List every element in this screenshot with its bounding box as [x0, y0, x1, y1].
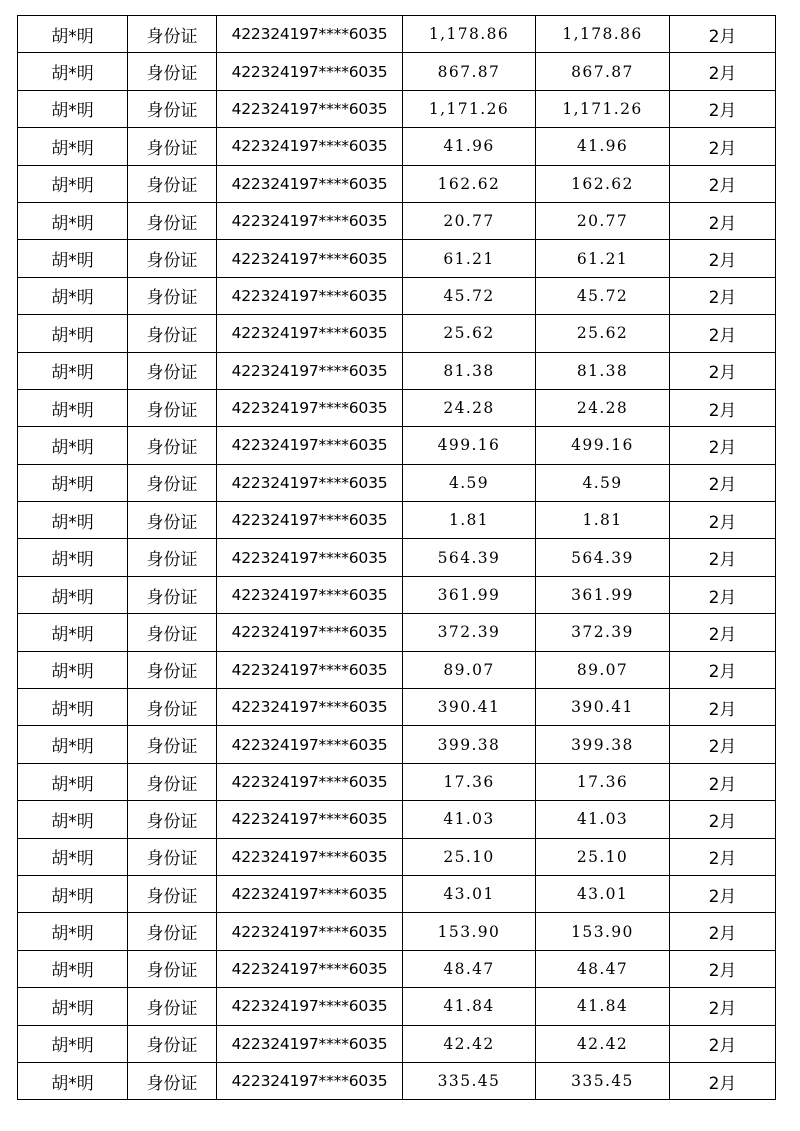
amount-cell: 24.28	[403, 389, 536, 426]
id-number-cell: 422324197****6035	[217, 614, 403, 651]
id-number-cell: 422324197****6035	[217, 427, 403, 464]
table-row	[18, 801, 776, 838]
month-cell: 2月	[670, 53, 776, 90]
id-number-cell: 422324197****6035	[217, 389, 403, 426]
id-number-cell: 422324197****6035	[217, 950, 403, 987]
name-cell: 胡*明	[18, 202, 128, 239]
name-cell: 胡*明	[18, 614, 128, 651]
amount-cell: 89.07	[403, 651, 536, 688]
name-cell: 胡*明	[18, 128, 128, 165]
paid-amount-cell: 361.99	[536, 576, 670, 613]
records-table-body	[18, 16, 776, 1100]
id-number-cell: 422324197****6035	[217, 838, 403, 875]
id-type-cell: 身份证	[128, 240, 217, 277]
month-cell: 2月	[670, 165, 776, 202]
table-row	[18, 1062, 776, 1099]
id-number-cell: 422324197****6035	[217, 277, 403, 314]
id-type-cell: 身份证	[128, 614, 217, 651]
table-row	[18, 165, 776, 202]
id-number-cell: 422324197****6035	[217, 689, 403, 726]
name-cell: 胡*明	[18, 651, 128, 688]
month-cell: 2月	[670, 389, 776, 426]
paid-amount-cell: 499.16	[536, 427, 670, 464]
paid-amount-cell: 564.39	[536, 539, 670, 576]
amount-cell: 41.03	[403, 801, 536, 838]
name-cell: 胡*明	[18, 53, 128, 90]
paid-amount-cell: 41.96	[536, 128, 670, 165]
amount-cell: 399.38	[403, 726, 536, 763]
month-cell: 2月	[670, 16, 776, 53]
amount-cell: 25.10	[403, 838, 536, 875]
id-number-cell: 422324197****6035	[217, 240, 403, 277]
amount-cell: 4.59	[403, 464, 536, 501]
paid-amount-cell: 867.87	[536, 53, 670, 90]
id-type-cell: 身份证	[128, 950, 217, 987]
month-cell: 2月	[670, 1062, 776, 1099]
name-cell: 胡*明	[18, 16, 128, 53]
id-type-cell: 身份证	[128, 689, 217, 726]
records-table	[17, 15, 776, 1100]
paid-amount-cell: 41.84	[536, 988, 670, 1025]
paid-amount-cell: 24.28	[536, 389, 670, 426]
id-type-cell: 身份证	[128, 502, 217, 539]
paid-amount-cell: 45.72	[536, 277, 670, 314]
table-row	[18, 576, 776, 613]
table-row	[18, 53, 776, 90]
id-number-cell: 422324197****6035	[217, 801, 403, 838]
paid-amount-cell: 1,171.26	[536, 90, 670, 127]
id-type-cell: 身份证	[128, 988, 217, 1025]
paid-amount-cell: 42.42	[536, 1025, 670, 1062]
name-cell: 胡*明	[18, 988, 128, 1025]
table-row	[18, 726, 776, 763]
name-cell: 胡*明	[18, 913, 128, 950]
paid-amount-cell: 25.62	[536, 315, 670, 352]
table-row	[18, 651, 776, 688]
table-row	[18, 950, 776, 987]
id-number-cell: 422324197****6035	[217, 165, 403, 202]
month-cell: 2月	[670, 1025, 776, 1062]
id-type-cell: 身份证	[128, 651, 217, 688]
amount-cell: 42.42	[403, 1025, 536, 1062]
table-row	[18, 277, 776, 314]
id-type-cell: 身份证	[128, 165, 217, 202]
id-type-cell: 身份证	[128, 315, 217, 352]
name-cell: 胡*明	[18, 352, 128, 389]
paid-amount-cell: 153.90	[536, 913, 670, 950]
table-row	[18, 875, 776, 912]
month-cell: 2月	[670, 539, 776, 576]
table-row	[18, 128, 776, 165]
id-type-cell: 身份证	[128, 90, 217, 127]
paid-amount-cell: 48.47	[536, 950, 670, 987]
amount-cell: 61.21	[403, 240, 536, 277]
name-cell: 胡*明	[18, 801, 128, 838]
amount-cell: 153.90	[403, 913, 536, 950]
month-cell: 2月	[670, 988, 776, 1025]
id-number-cell: 422324197****6035	[217, 576, 403, 613]
id-type-cell: 身份证	[128, 1025, 217, 1062]
table-row	[18, 913, 776, 950]
amount-cell: 390.41	[403, 689, 536, 726]
id-type-cell: 身份证	[128, 913, 217, 950]
table-row	[18, 16, 776, 53]
paid-amount-cell: 335.45	[536, 1062, 670, 1099]
table-row	[18, 202, 776, 239]
name-cell: 胡*明	[18, 875, 128, 912]
id-number-cell: 422324197****6035	[217, 763, 403, 800]
table-row	[18, 838, 776, 875]
name-cell: 胡*明	[18, 1025, 128, 1062]
paid-amount-cell: 162.62	[536, 165, 670, 202]
month-cell: 2月	[670, 128, 776, 165]
name-cell: 胡*明	[18, 502, 128, 539]
paid-amount-cell: 81.38	[536, 352, 670, 389]
table-row	[18, 502, 776, 539]
month-cell: 2月	[670, 315, 776, 352]
name-cell: 胡*明	[18, 539, 128, 576]
month-cell: 2月	[670, 502, 776, 539]
amount-cell: 45.72	[403, 277, 536, 314]
id-type-cell: 身份证	[128, 464, 217, 501]
table-row	[18, 427, 776, 464]
name-cell: 胡*明	[18, 838, 128, 875]
id-number-cell: 422324197****6035	[217, 1025, 403, 1062]
month-cell: 2月	[670, 90, 776, 127]
id-type-cell: 身份证	[128, 16, 217, 53]
paid-amount-cell: 61.21	[536, 240, 670, 277]
id-number-cell: 422324197****6035	[217, 352, 403, 389]
id-type-cell: 身份证	[128, 1062, 217, 1099]
amount-cell: 335.45	[403, 1062, 536, 1099]
amount-cell: 1,171.26	[403, 90, 536, 127]
month-cell: 2月	[670, 352, 776, 389]
name-cell: 胡*明	[18, 726, 128, 763]
id-type-cell: 身份证	[128, 53, 217, 90]
id-number-cell: 422324197****6035	[217, 90, 403, 127]
amount-cell: 1.81	[403, 502, 536, 539]
paid-amount-cell: 1,178.86	[536, 16, 670, 53]
id-number-cell: 422324197****6035	[217, 16, 403, 53]
amount-cell: 564.39	[403, 539, 536, 576]
paid-amount-cell: 25.10	[536, 838, 670, 875]
table-row	[18, 539, 776, 576]
id-type-cell: 身份证	[128, 801, 217, 838]
month-cell: 2月	[670, 651, 776, 688]
paid-amount-cell: 89.07	[536, 651, 670, 688]
month-cell: 2月	[670, 464, 776, 501]
name-cell: 胡*明	[18, 315, 128, 352]
table-row	[18, 1025, 776, 1062]
amount-cell: 1,178.86	[403, 16, 536, 53]
amount-cell: 20.77	[403, 202, 536, 239]
month-cell: 2月	[670, 576, 776, 613]
id-type-cell: 身份证	[128, 128, 217, 165]
id-number-cell: 422324197****6035	[217, 875, 403, 912]
paid-amount-cell: 372.39	[536, 614, 670, 651]
table-row	[18, 763, 776, 800]
id-type-cell: 身份证	[128, 202, 217, 239]
month-cell: 2月	[670, 875, 776, 912]
month-cell: 2月	[670, 801, 776, 838]
month-cell: 2月	[670, 427, 776, 464]
month-cell: 2月	[670, 202, 776, 239]
id-number-cell: 422324197****6035	[217, 651, 403, 688]
name-cell: 胡*明	[18, 240, 128, 277]
amount-cell: 372.39	[403, 614, 536, 651]
id-type-cell: 身份证	[128, 576, 217, 613]
amount-cell: 867.87	[403, 53, 536, 90]
id-type-cell: 身份证	[128, 277, 217, 314]
table-row	[18, 315, 776, 352]
name-cell: 胡*明	[18, 689, 128, 726]
month-cell: 2月	[670, 913, 776, 950]
amount-cell: 25.62	[403, 315, 536, 352]
month-cell: 2月	[670, 726, 776, 763]
table-row	[18, 689, 776, 726]
amount-cell: 48.47	[403, 950, 536, 987]
month-cell: 2月	[670, 614, 776, 651]
amount-cell: 361.99	[403, 576, 536, 613]
paid-amount-cell: 399.38	[536, 726, 670, 763]
id-type-cell: 身份证	[128, 763, 217, 800]
month-cell: 2月	[670, 277, 776, 314]
table-row	[18, 988, 776, 1025]
name-cell: 胡*明	[18, 464, 128, 501]
id-number-cell: 422324197****6035	[217, 128, 403, 165]
id-type-cell: 身份证	[128, 875, 217, 912]
id-type-cell: 身份证	[128, 726, 217, 763]
id-type-cell: 身份证	[128, 389, 217, 426]
month-cell: 2月	[670, 950, 776, 987]
id-number-cell: 422324197****6035	[217, 464, 403, 501]
name-cell: 胡*明	[18, 165, 128, 202]
id-number-cell: 422324197****6035	[217, 988, 403, 1025]
paid-amount-cell: 4.59	[536, 464, 670, 501]
month-cell: 2月	[670, 689, 776, 726]
table-row	[18, 352, 776, 389]
amount-cell: 162.62	[403, 165, 536, 202]
paid-amount-cell: 390.41	[536, 689, 670, 726]
id-number-cell: 422324197****6035	[217, 913, 403, 950]
id-type-cell: 身份证	[128, 352, 217, 389]
id-number-cell: 422324197****6035	[217, 315, 403, 352]
amount-cell: 499.16	[403, 427, 536, 464]
id-type-cell: 身份证	[128, 539, 217, 576]
table-row	[18, 90, 776, 127]
name-cell: 胡*明	[18, 90, 128, 127]
id-number-cell: 422324197****6035	[217, 53, 403, 90]
table-row	[18, 389, 776, 426]
month-cell: 2月	[670, 838, 776, 875]
amount-cell: 43.01	[403, 875, 536, 912]
id-number-cell: 422324197****6035	[217, 726, 403, 763]
name-cell: 胡*明	[18, 950, 128, 987]
amount-cell: 17.36	[403, 763, 536, 800]
paid-amount-cell: 43.01	[536, 875, 670, 912]
name-cell: 胡*明	[18, 763, 128, 800]
month-cell: 2月	[670, 763, 776, 800]
id-number-cell: 422324197****6035	[217, 502, 403, 539]
table-row	[18, 240, 776, 277]
amount-cell: 81.38	[403, 352, 536, 389]
paid-amount-cell: 20.77	[536, 202, 670, 239]
paid-amount-cell: 1.81	[536, 502, 670, 539]
id-type-cell: 身份证	[128, 427, 217, 464]
table-row	[18, 464, 776, 501]
id-number-cell: 422324197****6035	[217, 539, 403, 576]
table-row	[18, 614, 776, 651]
paid-amount-cell: 41.03	[536, 801, 670, 838]
name-cell: 胡*明	[18, 576, 128, 613]
id-number-cell: 422324197****6035	[217, 202, 403, 239]
amount-cell: 41.96	[403, 128, 536, 165]
name-cell: 胡*明	[18, 427, 128, 464]
paid-amount-cell: 17.36	[536, 763, 670, 800]
name-cell: 胡*明	[18, 277, 128, 314]
month-cell: 2月	[670, 240, 776, 277]
name-cell: 胡*明	[18, 389, 128, 426]
id-number-cell: 422324197****6035	[217, 1062, 403, 1099]
name-cell: 胡*明	[18, 1062, 128, 1099]
id-type-cell: 身份证	[128, 838, 217, 875]
amount-cell: 41.84	[403, 988, 536, 1025]
